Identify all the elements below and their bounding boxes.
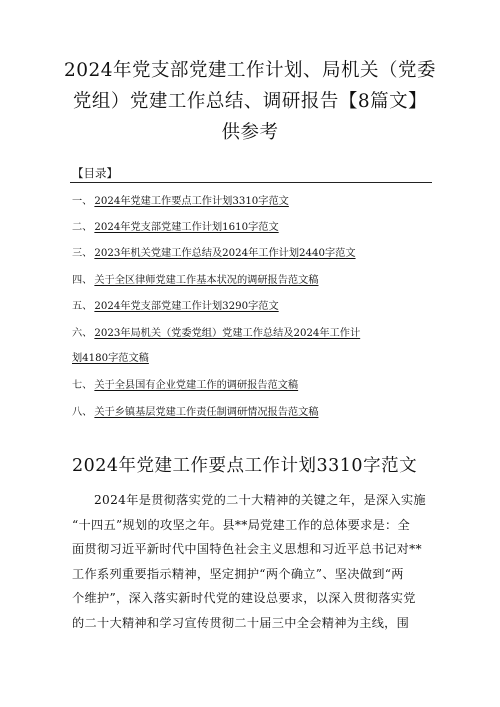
toc-item-link[interactable]: 2023年机关党建工作总结及2024年工作计划2440字范文 <box>94 248 356 259</box>
toc-item-number: 六、 <box>72 328 93 339</box>
toc-item-8[interactable] <box>72 406 319 420</box>
toc-item-link[interactable]: 关于全县国有企业党建工作的调研报告范文稿 <box>94 380 299 391</box>
toc-item-3[interactable] <box>72 247 356 261</box>
toc-item-number: 三、 <box>72 248 93 259</box>
toc-item-6-continuation[interactable] <box>72 352 149 366</box>
toc-item-link[interactable]: 关于乡镇基层党建工作责任制调研情况报告范文稿 <box>94 407 319 418</box>
toc-item-2[interactable] <box>72 221 279 235</box>
toc-item-link[interactable]: 2024年党支部党建工作计划3290字范文 <box>94 301 279 312</box>
toc-item-number: 二、 <box>72 222 93 233</box>
title-line-2: 党组）党建工作总结、调研报告【8篇文】 <box>72 91 428 112</box>
toc-item-number: 一、 <box>72 196 93 207</box>
toc-item-number: 五、 <box>72 301 93 312</box>
body-line: 个维护”，深入落实新时代党的建设总要求，以深入贯彻落实党 <box>72 591 416 605</box>
toc-item-5[interactable] <box>72 300 279 314</box>
toc-item-1[interactable] <box>72 195 289 209</box>
toc-divider <box>70 182 432 183</box>
body-line: 工作系列重要指示精神，坚定拥护“两个确立”、坚决做到“两 <box>72 566 404 581</box>
toc-item-6[interactable] <box>72 327 360 341</box>
document-title <box>50 55 450 148</box>
toc-item-number: 八、 <box>72 407 93 418</box>
body-line: 2024年是贯彻落实党的二十大精神的关键之年，是深入实施 <box>94 493 426 507</box>
toc-item-link[interactable]: 2023年局机关（党委党组）党建工作总结及2024年工作计 <box>94 328 361 339</box>
toc-item-link[interactable]: 2024年党支部党建工作计划1610字范文 <box>94 222 279 233</box>
toc-item-number: 四、 <box>72 275 93 286</box>
section-heading: 2024年党建工作要点工作计划3310字范文 <box>72 456 418 476</box>
title-line-1: 2024年党支部党建工作计划、局机关（党委 <box>63 60 437 81</box>
body-paragraph <box>72 488 434 635</box>
toc-item-link[interactable]: 关于全区律师党建工作基本状况的调研报告范文稿 <box>94 275 319 286</box>
toc-item-number: 七、 <box>72 380 93 391</box>
toc-item-link[interactable]: 划4180字范文稿 <box>72 353 149 364</box>
body-line: “十四五”规划的攻坚之年。县**局党建工作的总体要求是：全 <box>72 517 411 532</box>
title-line-3: 供参考 <box>221 122 279 143</box>
body-line: 的二十大精神和学习宣传贯彻二十届三中全会精神为主线，围 <box>72 615 410 630</box>
body-line: 面贯彻习近平新时代中国特色社会主义思想和习近平总书记对** <box>72 542 422 556</box>
toc-item-7[interactable] <box>72 379 298 393</box>
toc-header: 【目录】 <box>72 166 118 180</box>
toc-item-link[interactable]: 2024年党建工作要点工作计划3310字范文 <box>94 196 289 207</box>
toc-item-4[interactable] <box>72 274 319 288</box>
